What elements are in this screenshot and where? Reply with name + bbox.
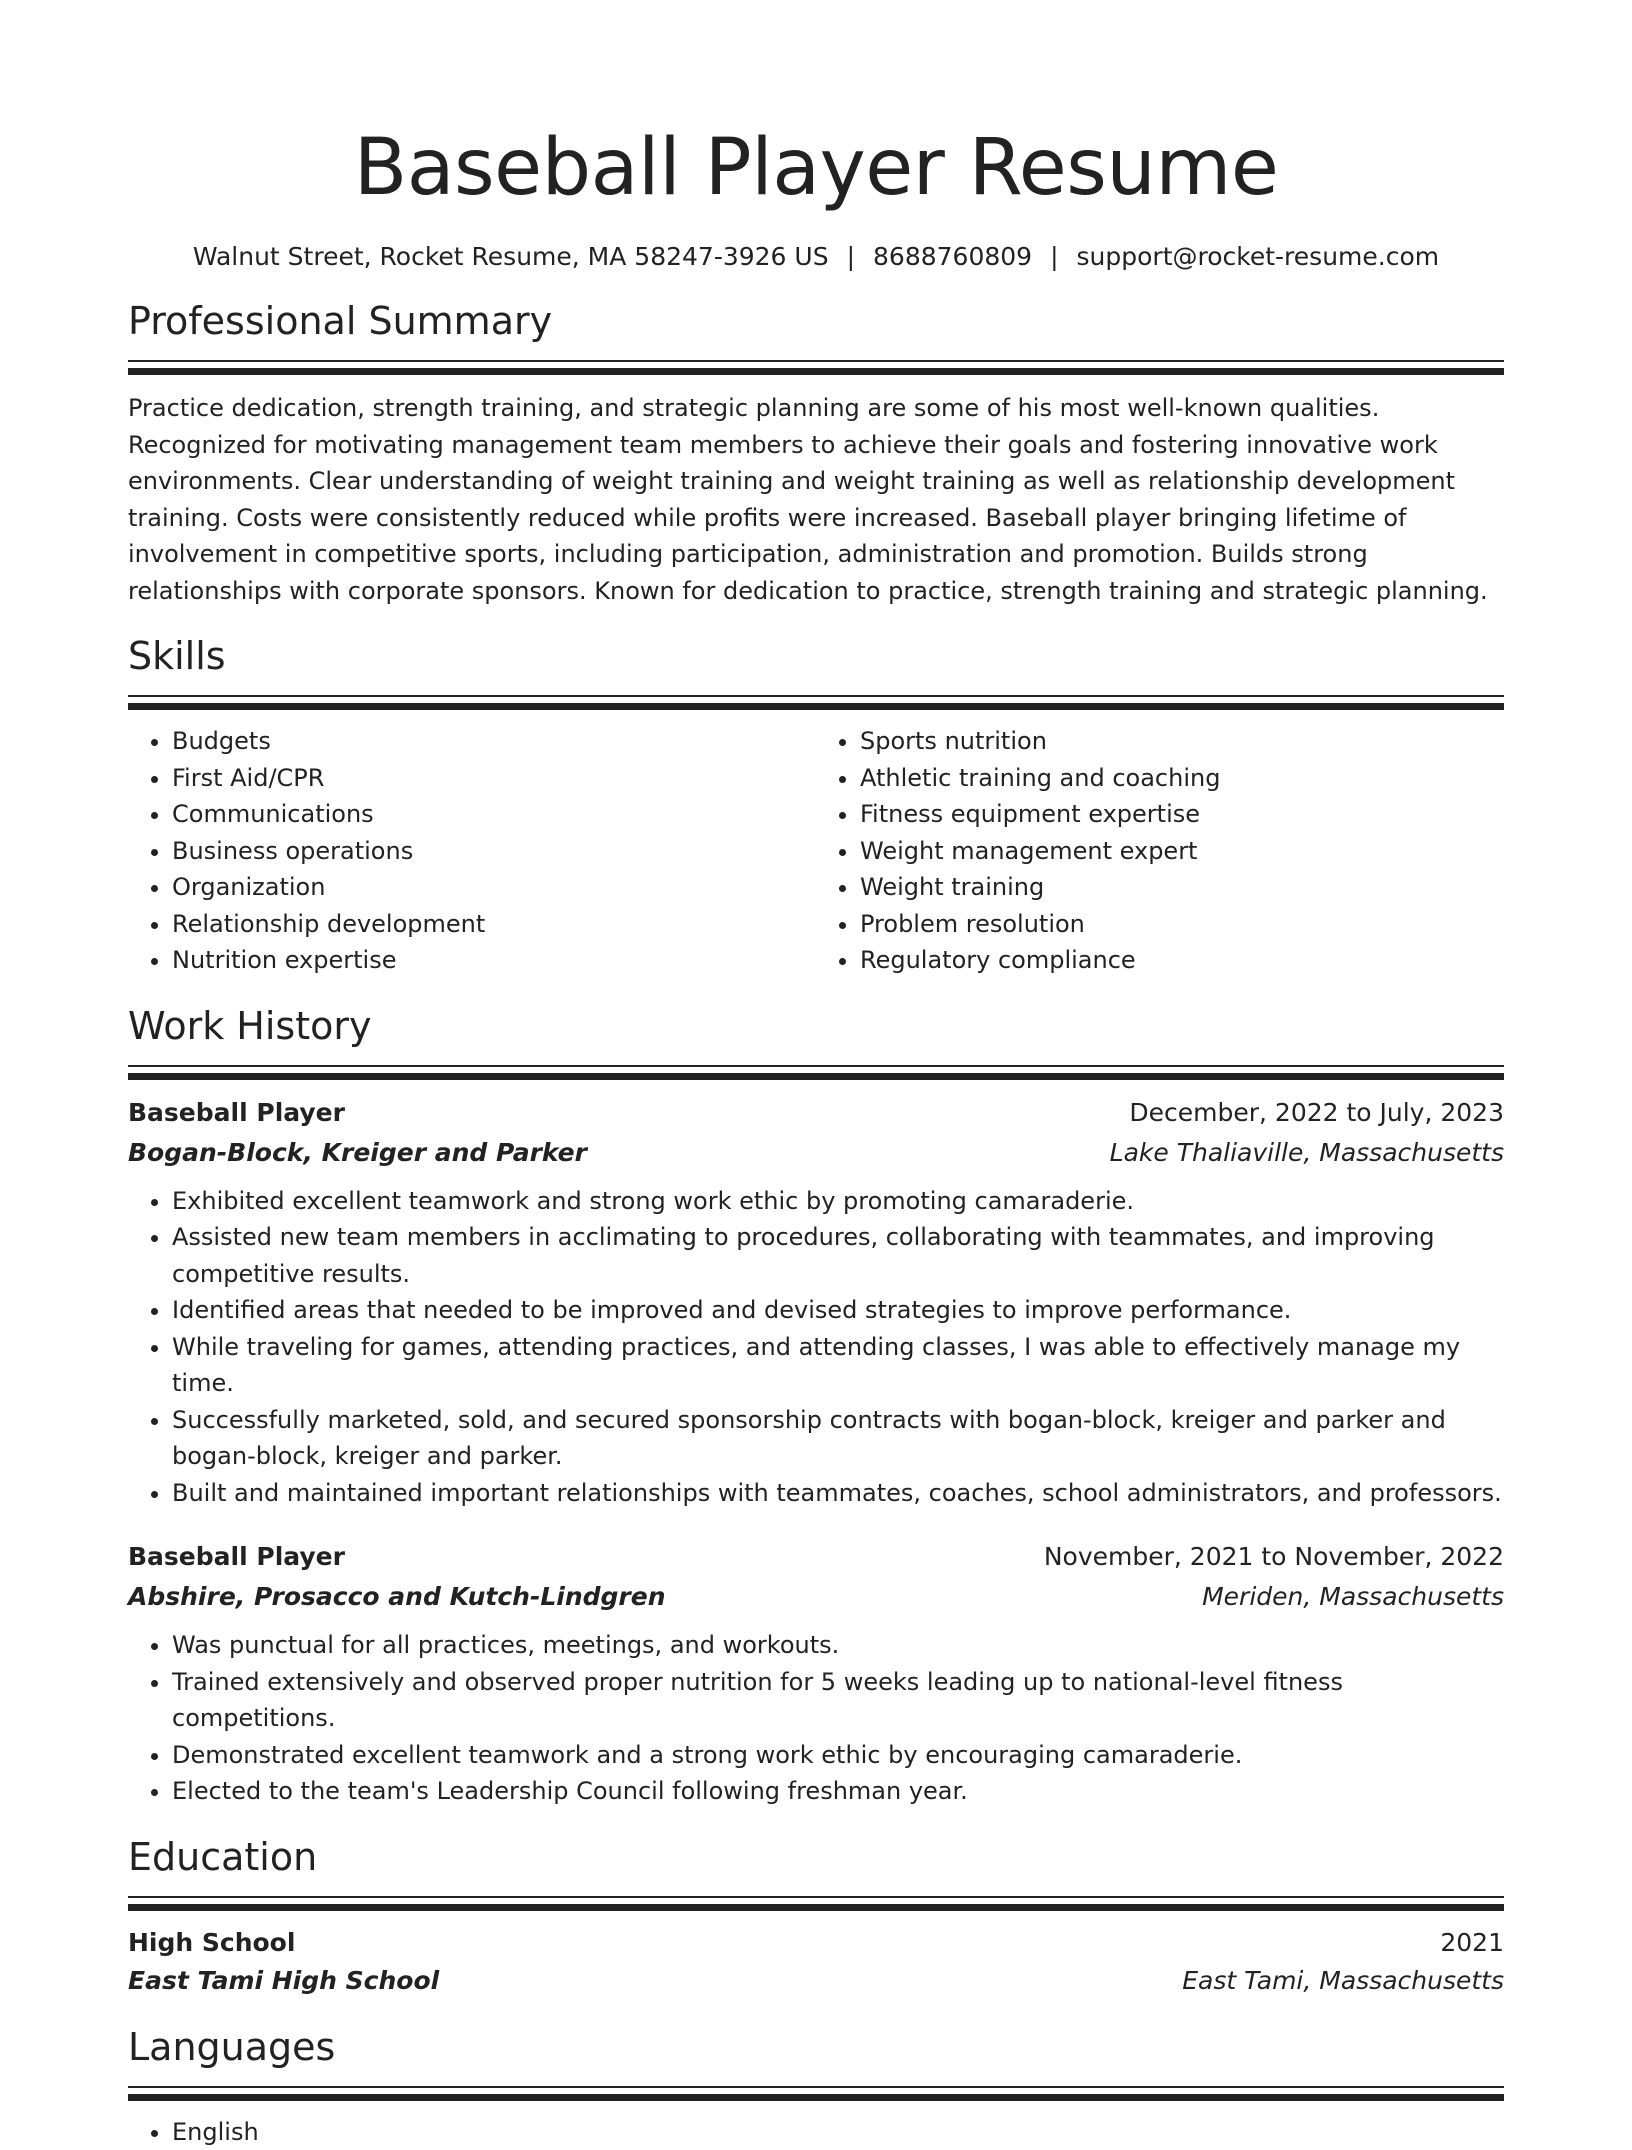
job-dates: November, 2021 to November, 2022 [1044,1537,1504,1577]
skill-item: • Communications [172,796,816,833]
job-bullet: • While traveling for games, attending practices, and attending classes, I was able to effectively manage my time. [172,1329,1504,1402]
work-section [128,1001,1504,1810]
work-heading: Work History [128,1001,1504,1051]
skill-item: • Athletic training and coaching [860,760,1504,797]
job-bullets [128,1183,1504,1512]
contact-line [128,240,1504,274]
section-divider [128,2086,1504,2102]
skill-item: • Weight training [860,869,1504,906]
languages-heading: Languages [128,2022,1504,2072]
job-subheader [128,1133,1504,1173]
page-title: Baseball Player Resume [128,0,1504,218]
education-year: 2021 [1440,1924,1504,1962]
job-title: Baseball Player [128,1537,345,1577]
skill-item: • Sports nutrition [860,723,1504,760]
job-header [128,1093,1504,1133]
section-divider [128,695,1504,711]
skills-section [128,631,1504,979]
education-entry [128,1924,1504,2000]
skill-item: • Organization [172,869,816,906]
education-school: East Tami High School [128,1962,439,2000]
section-divider [128,360,1504,376]
skill-item: • Weight management expert [860,833,1504,870]
job-bullets [128,1627,1504,1810]
contact-separator: | [847,240,855,274]
education-subheader [128,1962,1504,2000]
job-bullet: • Exhibited excellent teamwork and strong work ethic by promoting camaraderie. [172,1183,1504,1220]
job-bullet: • Was punctual for all practices, meetings, and workouts. [172,1627,1504,1664]
skill-item: • Budgets [172,723,816,760]
contact-phone: 8688760809 [873,242,1032,271]
skill-item: • Business operations [172,833,816,870]
skill-item: • Regulatory compliance [860,942,1504,979]
job-subheader [128,1577,1504,1617]
education-section [128,1832,1504,2000]
skill-item: • Nutrition expertise [172,942,816,979]
summary-heading: Professional Summary [128,296,1504,346]
languages-list [128,2114,1504,2150]
job-location: Lake Thaliaville, Massachusetts [1110,1133,1504,1173]
education-header [128,1924,1504,1962]
job-entry [128,1093,1504,1512]
job-bullet: • Successfully marketed, sold, and secured sponsorship contracts with bogan-block, kreiger and parker and bogan-block, kreiger and parker. [172,1402,1504,1475]
skill-item: • Fitness equipment expertise [860,796,1504,833]
summary-text: Practice dedication, strength training, and strategic planning are some of his most well-known qualities. Recognized for motivating management team members to achieve their goals and fostering innovative work environments. Clear understanding of weight training and weight training as well as relationship development training. Costs were consistently reduced while profits were increased. Baseball player bringing lifetime of involvement in competitive sports, including participation, administration and promotion. Builds strong relationships with corporate sponsors. Known for dedication to practice, strength training and strategic planning. [128,390,1504,609]
skill-item: • First Aid/CPR [172,760,816,797]
job-bullet: • Identified areas that needed to be improved and devised strategies to improve performance. [172,1292,1504,1329]
skill-item: • Problem resolution [860,906,1504,943]
job-dates: December, 2022 to July, 2023 [1129,1093,1504,1133]
skills-list-right [816,723,1504,979]
job-header [128,1537,1504,1577]
job-location: Meriden, Massachusetts [1202,1577,1504,1617]
job-company: Bogan-Block, Kreiger and Parker [128,1133,587,1173]
job-bullet: • Assisted new team members in acclimating to procedures, collaborating with teammates, and improving competitive results. [172,1219,1504,1292]
section-divider [128,1065,1504,1081]
education-heading: Education [128,1832,1504,1882]
skills-list-left [128,723,816,979]
job-bullet: • Trained extensively and observed proper nutrition for 5 weeks leading up to national-level fitness competitions. [172,1664,1504,1737]
contact-separator: | [1050,240,1058,274]
languages-section [128,2022,1504,2150]
job-bullet: • Demonstrated excellent teamwork and a strong work ethic by encouraging camaraderie. [172,1737,1504,1774]
job-title: Baseball Player [128,1093,345,1133]
job-spacer [128,1511,1504,1537]
section-divider [128,1896,1504,1912]
job-bullet: • Elected to the team's Leadership Council following freshman year. [172,1773,1504,1810]
skills-heading: Skills [128,631,1504,681]
language-item: • English [172,2114,1504,2150]
contact-email: support@rocket-resume.com [1077,242,1440,271]
education-degree: High School [128,1924,295,1962]
contact-address: Walnut Street, Rocket Resume, MA 58247-3926 US [193,242,829,271]
job-bullet: • Built and maintained important relationships with teammates, coaches, school administrators, and professors. [172,1475,1504,1512]
skill-item: • Relationship development [172,906,816,943]
skills-columns [128,723,1504,979]
job-company: Abshire, Prosacco and Kutch-Lindgren [128,1577,666,1617]
education-location: East Tami, Massachusetts [1182,1962,1504,2000]
job-entry [128,1537,1504,1810]
summary-section [128,296,1504,609]
